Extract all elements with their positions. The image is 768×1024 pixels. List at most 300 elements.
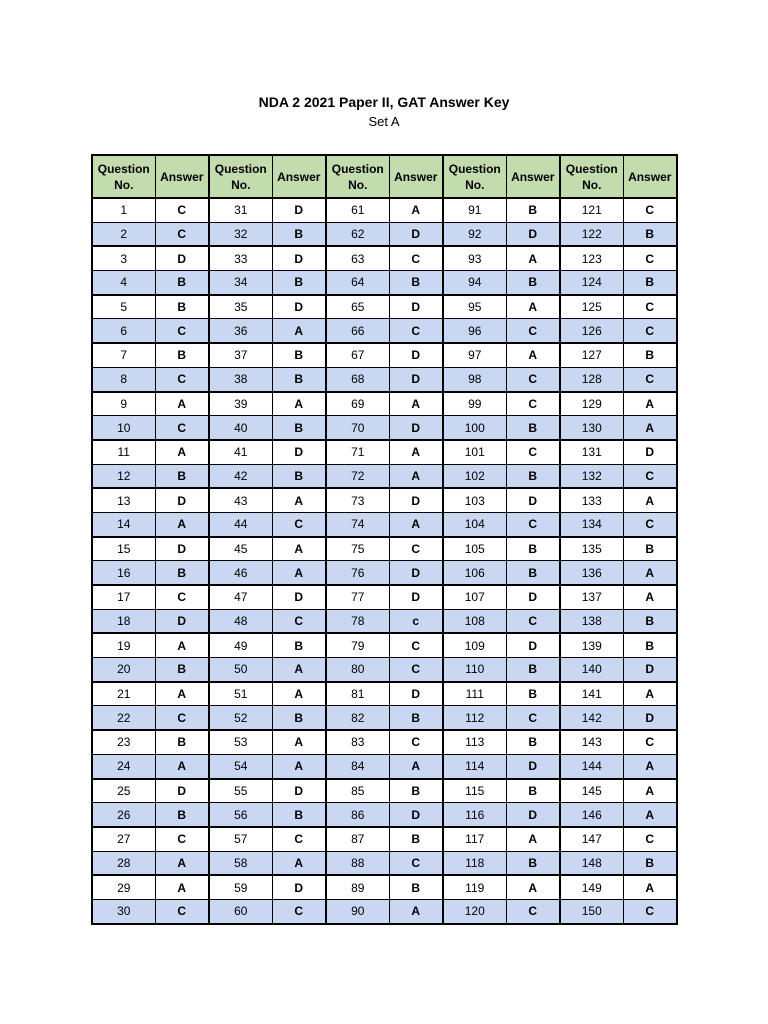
answer-cell: D — [155, 488, 209, 512]
answer-cell: B — [272, 367, 326, 391]
question-number: 79 — [326, 633, 389, 657]
question-number: 125 — [560, 295, 623, 319]
answer-cell: A — [506, 827, 560, 851]
question-number: 41 — [209, 440, 272, 464]
answer-cell: B — [623, 222, 677, 246]
question-number: 119 — [443, 875, 506, 899]
answer-cell: B — [506, 851, 560, 875]
answer-cell: D — [389, 561, 443, 585]
question-number: 98 — [443, 367, 506, 391]
question-number: 100 — [443, 416, 506, 440]
question-number: 88 — [326, 851, 389, 875]
question-number: 10 — [92, 416, 155, 440]
answer-cell: A — [389, 198, 443, 222]
question-number: 23 — [92, 730, 155, 754]
answer-cell: C — [506, 609, 560, 633]
answer-cell: B — [506, 682, 560, 706]
answer-cell: C — [623, 464, 677, 488]
question-number: 78 — [326, 609, 389, 633]
question-number: 18 — [92, 609, 155, 633]
answer-cell: D — [389, 488, 443, 512]
question-number: 146 — [560, 803, 623, 827]
answer-cell: A — [272, 561, 326, 585]
question-number: 66 — [326, 319, 389, 343]
answer-cell: A — [155, 754, 209, 778]
question-number: 107 — [443, 585, 506, 609]
answer-cell: B — [389, 827, 443, 851]
question-number: 11 — [92, 440, 155, 464]
answer-cell: A — [155, 440, 209, 464]
answer-cell: A — [623, 875, 677, 899]
question-number: 64 — [326, 271, 389, 295]
answer-cell: C — [155, 222, 209, 246]
question-number: 103 — [443, 488, 506, 512]
answer-cell: A — [155, 512, 209, 536]
question-number: 115 — [443, 779, 506, 803]
answer-cell: A — [272, 682, 326, 706]
question-number: 117 — [443, 827, 506, 851]
question-number: 68 — [326, 367, 389, 391]
question-number: 9 — [92, 392, 155, 416]
answer-cell: A — [623, 682, 677, 706]
question-number: 87 — [326, 827, 389, 851]
question-number: 75 — [326, 537, 389, 561]
question-number: 33 — [209, 246, 272, 270]
question-number: 28 — [92, 851, 155, 875]
answer-cell: D — [389, 295, 443, 319]
answer-cell: B — [272, 343, 326, 367]
question-number: 2 — [92, 222, 155, 246]
answer-cell: A — [272, 392, 326, 416]
question-number: 131 — [560, 440, 623, 464]
table-row — [92, 633, 677, 657]
question-number: 57 — [209, 827, 272, 851]
answer-cell: B — [155, 803, 209, 827]
question-number: 51 — [209, 682, 272, 706]
table-row — [92, 343, 677, 367]
question-number: 43 — [209, 488, 272, 512]
table-row — [92, 198, 677, 222]
answer-cell: A — [155, 851, 209, 875]
question-number: 31 — [209, 198, 272, 222]
question-number: 48 — [209, 609, 272, 633]
question-number: 1 — [92, 198, 155, 222]
question-number: 69 — [326, 392, 389, 416]
question-number: 138 — [560, 609, 623, 633]
question-number: 113 — [443, 730, 506, 754]
answer-header: Answer — [389, 155, 443, 198]
answer-cell: A — [623, 779, 677, 803]
question-number: 126 — [560, 319, 623, 343]
table-row — [92, 367, 677, 391]
question-no-header: Question No. — [92, 155, 155, 198]
table-row — [92, 609, 677, 633]
question-number: 27 — [92, 827, 155, 851]
question-number: 116 — [443, 803, 506, 827]
question-number: 26 — [92, 803, 155, 827]
question-number: 63 — [326, 246, 389, 270]
question-number: 147 — [560, 827, 623, 851]
table-row — [92, 851, 677, 875]
table-row — [92, 246, 677, 270]
answer-cell: A — [623, 392, 677, 416]
answer-cell: D — [272, 875, 326, 899]
question-number: 80 — [326, 658, 389, 682]
question-number: 149 — [560, 875, 623, 899]
table-row — [92, 585, 677, 609]
answer-cell: B — [272, 803, 326, 827]
question-number: 104 — [443, 512, 506, 536]
answer-cell: B — [389, 875, 443, 899]
table-row — [92, 803, 677, 827]
question-number: 134 — [560, 512, 623, 536]
question-number: 37 — [209, 343, 272, 367]
question-number: 82 — [326, 706, 389, 730]
answer-cell: D — [272, 585, 326, 609]
answer-cell: D — [272, 440, 326, 464]
answer-cell: B — [389, 779, 443, 803]
answer-cell: C — [623, 319, 677, 343]
question-number: 54 — [209, 754, 272, 778]
table-row — [92, 706, 677, 730]
question-number: 145 — [560, 779, 623, 803]
answer-cell: B — [272, 222, 326, 246]
answer-cell: A — [155, 633, 209, 657]
question-number: 13 — [92, 488, 155, 512]
question-number: 77 — [326, 585, 389, 609]
question-number: 73 — [326, 488, 389, 512]
question-number: 127 — [560, 343, 623, 367]
question-number: 90 — [326, 899, 389, 923]
table-row — [92, 875, 677, 899]
question-number: 89 — [326, 875, 389, 899]
question-number: 6 — [92, 319, 155, 343]
answer-cell: D — [272, 198, 326, 222]
table-row — [92, 222, 677, 246]
question-number: 7 — [92, 343, 155, 367]
answer-cell: B — [623, 537, 677, 561]
answer-cell: A — [272, 488, 326, 512]
question-number: 83 — [326, 730, 389, 754]
answer-cell: A — [272, 851, 326, 875]
question-number: 141 — [560, 682, 623, 706]
answer-cell: C — [623, 899, 677, 923]
answer-cell: c — [389, 609, 443, 633]
answer-cell: C — [155, 827, 209, 851]
question-number: 122 — [560, 222, 623, 246]
question-number: 25 — [92, 779, 155, 803]
answer-cell: C — [389, 730, 443, 754]
answer-cell: C — [506, 706, 560, 730]
question-number: 132 — [560, 464, 623, 488]
answer-cell: D — [506, 488, 560, 512]
question-number: 129 — [560, 392, 623, 416]
answer-cell: B — [506, 779, 560, 803]
question-number: 62 — [326, 222, 389, 246]
answer-cell: D — [623, 706, 677, 730]
answer-cell: C — [389, 851, 443, 875]
question-number: 59 — [209, 875, 272, 899]
question-number: 35 — [209, 295, 272, 319]
answer-cell: C — [623, 367, 677, 391]
answer-header: Answer — [272, 155, 326, 198]
question-number: 17 — [92, 585, 155, 609]
question-number: 30 — [92, 899, 155, 923]
question-number: 45 — [209, 537, 272, 561]
answer-cell: D — [389, 367, 443, 391]
question-number: 53 — [209, 730, 272, 754]
answer-cell: B — [506, 658, 560, 682]
answer-cell: B — [272, 706, 326, 730]
question-number: 148 — [560, 851, 623, 875]
question-number: 21 — [92, 682, 155, 706]
question-number: 144 — [560, 754, 623, 778]
answer-cell: B — [623, 633, 677, 657]
question-number: 36 — [209, 319, 272, 343]
answer-cell: B — [155, 343, 209, 367]
question-number: 101 — [443, 440, 506, 464]
answer-cell: B — [272, 464, 326, 488]
answer-cell: A — [389, 464, 443, 488]
table-row — [92, 658, 677, 682]
answer-cell: B — [155, 561, 209, 585]
answer-cell: A — [272, 730, 326, 754]
question-number: 20 — [92, 658, 155, 682]
answer-cell: D — [506, 585, 560, 609]
question-number: 118 — [443, 851, 506, 875]
answer-cell: A — [272, 537, 326, 561]
question-number: 121 — [560, 198, 623, 222]
answer-cell: C — [623, 198, 677, 222]
answer-cell: A — [506, 246, 560, 270]
answer-cell: B — [389, 706, 443, 730]
answer-cell: C — [272, 827, 326, 851]
answer-cell: C — [155, 416, 209, 440]
question-number: 94 — [443, 271, 506, 295]
answer-key-table — [91, 154, 678, 925]
question-number: 142 — [560, 706, 623, 730]
question-number: 95 — [443, 295, 506, 319]
question-no-header: Question No. — [560, 155, 623, 198]
answer-cell: A — [272, 319, 326, 343]
table-row — [92, 416, 677, 440]
question-number: 85 — [326, 779, 389, 803]
table-row — [92, 512, 677, 536]
question-number: 15 — [92, 537, 155, 561]
answer-cell: B — [155, 730, 209, 754]
question-number: 61 — [326, 198, 389, 222]
answer-cell: D — [272, 779, 326, 803]
answer-cell: C — [506, 392, 560, 416]
question-number: 12 — [92, 464, 155, 488]
table-row — [92, 488, 677, 512]
question-number: 92 — [443, 222, 506, 246]
answer-cell: C — [155, 899, 209, 923]
question-no-header: Question No. — [443, 155, 506, 198]
answer-cell: A — [506, 343, 560, 367]
answer-cell: A — [389, 392, 443, 416]
question-no-header: Question No. — [209, 155, 272, 198]
answer-cell: A — [155, 682, 209, 706]
answer-cell: B — [506, 198, 560, 222]
question-number: 5 — [92, 295, 155, 319]
table-row — [92, 730, 677, 754]
answer-cell: D — [623, 440, 677, 464]
answer-cell: D — [272, 295, 326, 319]
page-subtitle: Set A — [368, 114, 400, 129]
question-number: 34 — [209, 271, 272, 295]
question-number: 133 — [560, 488, 623, 512]
question-number: 110 — [443, 658, 506, 682]
table-row — [92, 899, 677, 923]
question-number: 56 — [209, 803, 272, 827]
answer-cell: D — [623, 658, 677, 682]
answer-cell: C — [389, 319, 443, 343]
question-number: 38 — [209, 367, 272, 391]
answer-cell: D — [272, 246, 326, 270]
answer-cell: C — [155, 198, 209, 222]
answer-cell: B — [272, 416, 326, 440]
question-number: 52 — [209, 706, 272, 730]
answer-cell: B — [623, 609, 677, 633]
table-row — [92, 754, 677, 778]
question-number: 60 — [209, 899, 272, 923]
table-row — [92, 827, 677, 851]
answer-cell: B — [506, 561, 560, 585]
header-row — [92, 155, 677, 198]
table-row — [92, 295, 677, 319]
answer-cell: C — [506, 319, 560, 343]
table-row — [92, 392, 677, 416]
question-number: 91 — [443, 198, 506, 222]
question-number: 108 — [443, 609, 506, 633]
table-row — [92, 464, 677, 488]
answer-cell: A — [506, 295, 560, 319]
answer-cell: B — [506, 730, 560, 754]
answer-cell: A — [272, 658, 326, 682]
table-row — [92, 561, 677, 585]
question-number: 105 — [443, 537, 506, 561]
answer-cell: C — [389, 633, 443, 657]
table-row — [92, 319, 677, 343]
answer-cell: C — [155, 706, 209, 730]
question-number: 42 — [209, 464, 272, 488]
question-number: 124 — [560, 271, 623, 295]
answer-cell: C — [623, 512, 677, 536]
question-number: 70 — [326, 416, 389, 440]
page-title: NDA 2 2021 Paper II, GAT Answer Key — [258, 94, 510, 110]
question-number: 99 — [443, 392, 506, 416]
answer-cell: C — [272, 512, 326, 536]
question-number: 22 — [92, 706, 155, 730]
answer-cell: D — [389, 343, 443, 367]
answer-cell: C — [272, 609, 326, 633]
answer-cell: D — [389, 803, 443, 827]
table-row — [92, 682, 677, 706]
answer-cell: D — [506, 633, 560, 657]
question-number: 137 — [560, 585, 623, 609]
question-number: 81 — [326, 682, 389, 706]
question-number: 97 — [443, 343, 506, 367]
question-number: 44 — [209, 512, 272, 536]
answer-cell: B — [155, 464, 209, 488]
question-number: 140 — [560, 658, 623, 682]
answer-cell: B — [272, 633, 326, 657]
answer-cell: A — [272, 754, 326, 778]
question-number: 4 — [92, 271, 155, 295]
answer-cell: C — [623, 730, 677, 754]
question-number: 86 — [326, 803, 389, 827]
answer-cell: C — [623, 246, 677, 270]
answer-cell: C — [272, 899, 326, 923]
question-number: 24 — [92, 754, 155, 778]
question-number: 76 — [326, 561, 389, 585]
question-number: 112 — [443, 706, 506, 730]
question-number: 111 — [443, 682, 506, 706]
question-number: 39 — [209, 392, 272, 416]
question-number: 93 — [443, 246, 506, 270]
question-number: 72 — [326, 464, 389, 488]
answer-cell: A — [389, 754, 443, 778]
table-row — [92, 440, 677, 464]
table-row — [92, 537, 677, 561]
answer-cell: B — [389, 271, 443, 295]
answer-cell: B — [506, 464, 560, 488]
answer-header: Answer — [506, 155, 560, 198]
question-number: 109 — [443, 633, 506, 657]
answer-cell: D — [389, 585, 443, 609]
question-number: 47 — [209, 585, 272, 609]
question-number: 136 — [560, 561, 623, 585]
question-number: 96 — [443, 319, 506, 343]
question-number: 40 — [209, 416, 272, 440]
question-number: 50 — [209, 658, 272, 682]
question-number: 71 — [326, 440, 389, 464]
answer-cell: A — [389, 899, 443, 923]
answer-cell: C — [155, 367, 209, 391]
answer-cell: A — [623, 416, 677, 440]
table-row — [92, 779, 677, 803]
question-number: 19 — [92, 633, 155, 657]
answer-cell: A — [506, 875, 560, 899]
answer-cell: C — [506, 440, 560, 464]
answer-cell: B — [623, 851, 677, 875]
answer-cell: D — [389, 682, 443, 706]
answer-cell: A — [155, 875, 209, 899]
answer-cell: B — [272, 271, 326, 295]
question-number: 58 — [209, 851, 272, 875]
question-no-header: Question No. — [326, 155, 389, 198]
answer-cell: C — [389, 537, 443, 561]
question-number: 123 — [560, 246, 623, 270]
answer-cell: C — [506, 899, 560, 923]
answer-cell: D — [506, 754, 560, 778]
answer-cell: C — [623, 827, 677, 851]
answer-cell: A — [623, 754, 677, 778]
question-number: 49 — [209, 633, 272, 657]
question-number: 143 — [560, 730, 623, 754]
answer-cell: D — [155, 609, 209, 633]
answer-cell: D — [389, 222, 443, 246]
answer-cell: B — [506, 416, 560, 440]
question-number: 120 — [443, 899, 506, 923]
answer-cell: B — [506, 537, 560, 561]
answer-cell: B — [155, 658, 209, 682]
answer-cell: B — [155, 295, 209, 319]
answer-cell: D — [155, 779, 209, 803]
question-number: 130 — [560, 416, 623, 440]
question-number: 74 — [326, 512, 389, 536]
